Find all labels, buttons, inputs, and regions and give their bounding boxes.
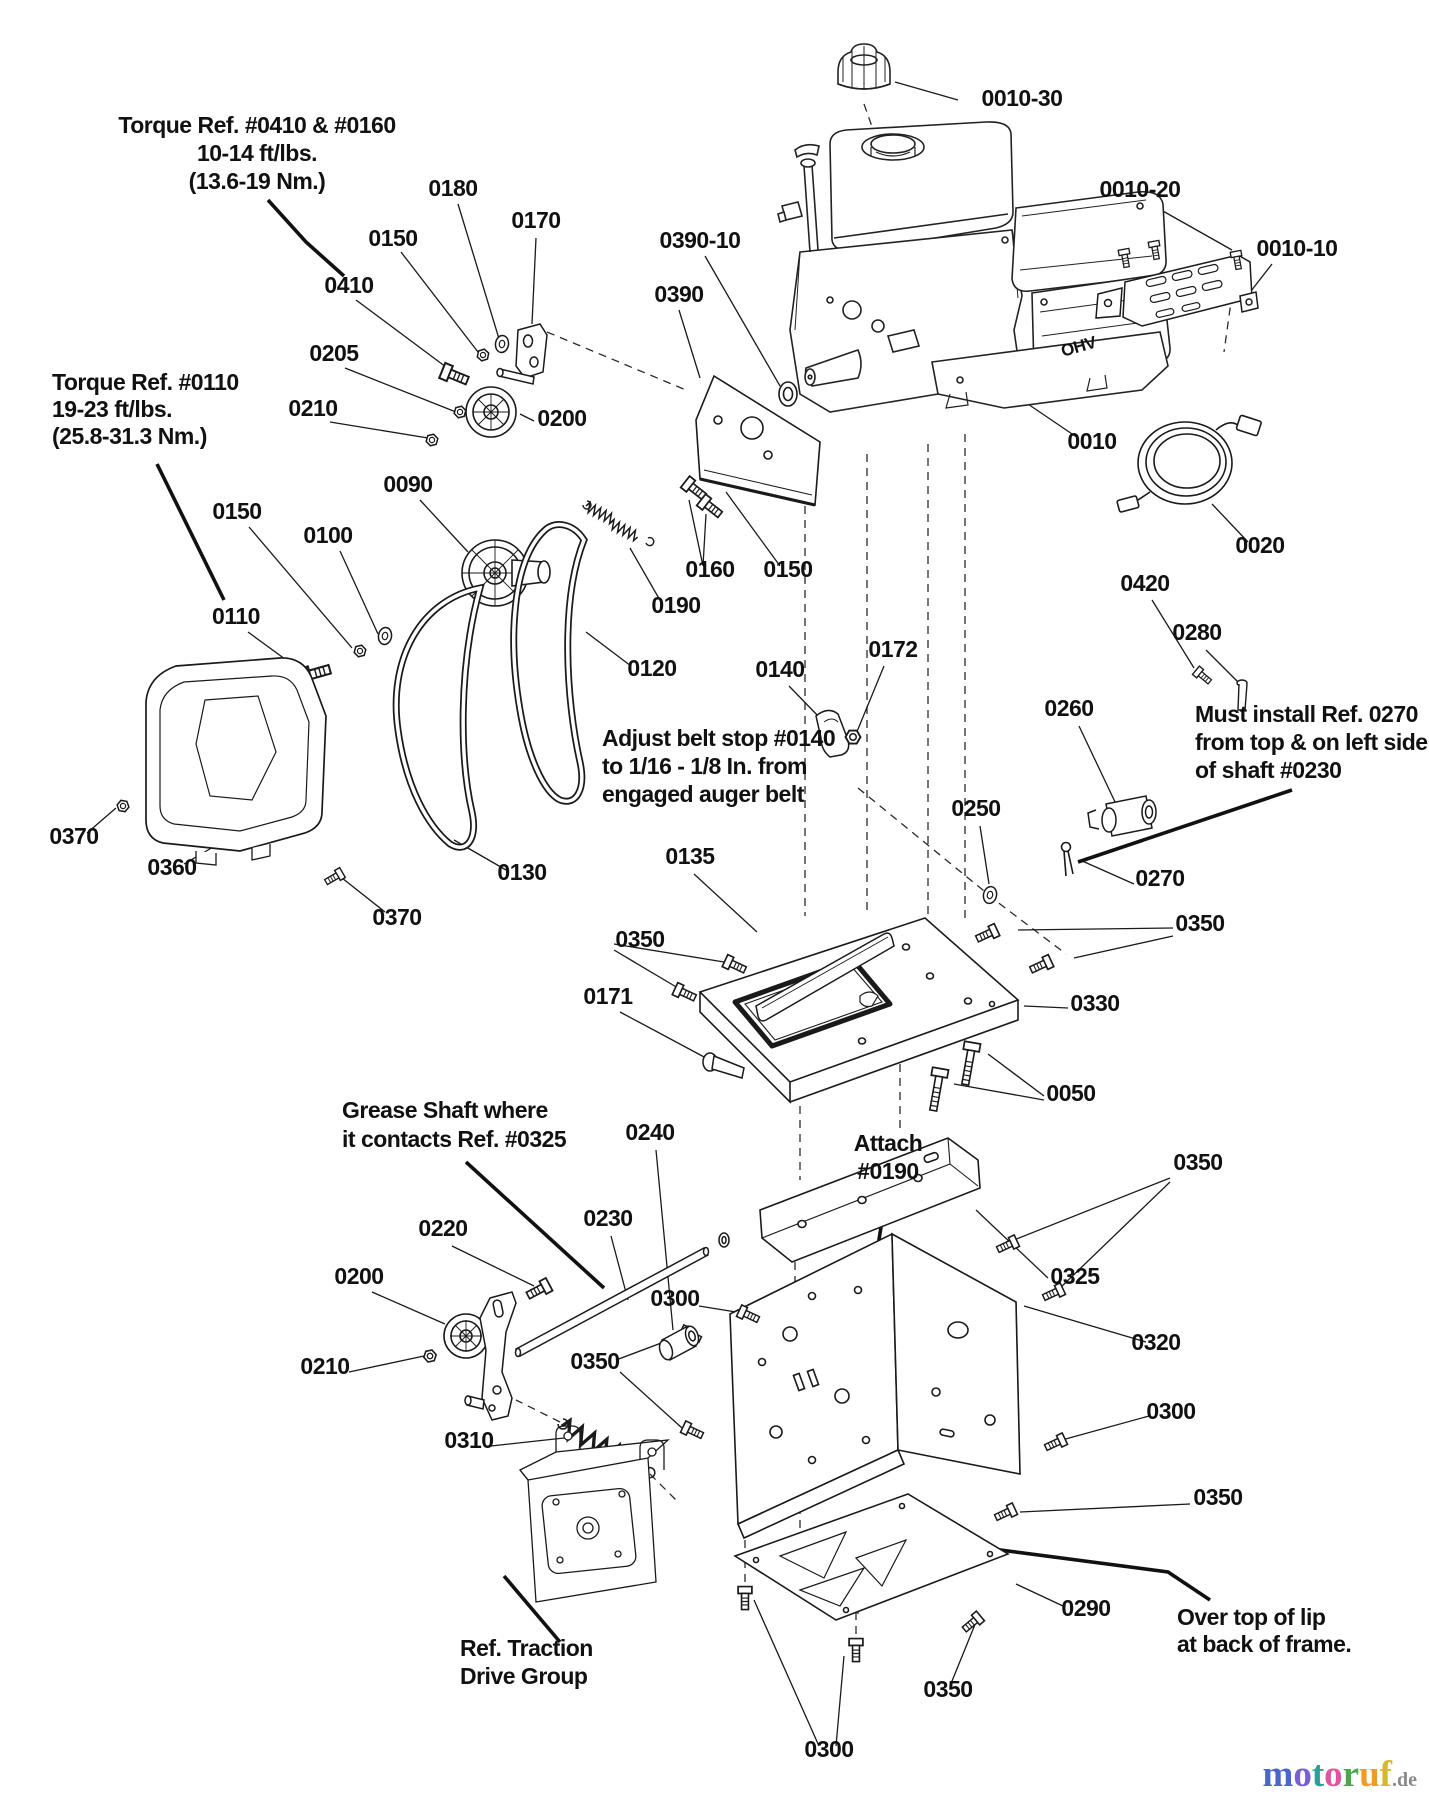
label-0270: 0270 <box>1135 865 1185 891</box>
label-0350-a: 0350 <box>615 926 665 952</box>
label-0280: 0280 <box>1172 619 1222 645</box>
engine-drawing <box>778 44 1170 412</box>
label-0135: 0135 <box>665 843 715 869</box>
note-torque-0410: Torque Ref. #0410 & #0160 10-14 ft/lbs. (13.6-19 Nm.) <box>118 112 396 194</box>
screw-0300-r <box>1043 1433 1067 1453</box>
cross-bar-0325 <box>760 1138 980 1262</box>
logo-letter-0: m <box>1262 1754 1294 1795</box>
washer-0100 <box>377 627 393 646</box>
logo-letter-4: r <box>1342 1754 1360 1795</box>
label-0100: 0100 <box>303 522 353 548</box>
spacer-0240-drawing <box>657 1325 701 1362</box>
bolt-0171 <box>703 1053 744 1078</box>
label-ohv: OHV <box>1058 332 1099 361</box>
label-0300-m: 0300 <box>650 1285 700 1311</box>
screw-0350-c1 <box>995 1235 1019 1255</box>
springs-0190 <box>583 501 654 546</box>
cotter-pin-0270 <box>1062 843 1074 877</box>
label-0120: 0120 <box>627 655 677 681</box>
label-0220: 0220 <box>418 1215 468 1241</box>
label-0210-b: 0210 <box>300 1353 350 1379</box>
label-0370-b: 0370 <box>372 904 422 930</box>
screw-0350-a1 <box>722 955 748 976</box>
label-0350-b: 0350 <box>1175 910 1225 936</box>
screw-0350-f <box>993 1503 1017 1523</box>
label-0150-b: 0150 <box>212 498 262 524</box>
label-0390-10: 0390-10 <box>659 227 741 253</box>
label-0300-r: 0300 <box>1146 1398 1196 1424</box>
belt-cover-drawing <box>116 658 345 887</box>
nut-0205 <box>453 406 467 419</box>
label-0325: 0325 <box>1050 1263 1100 1289</box>
bracket-0170 <box>497 324 547 384</box>
label-0010-30: 0010-30 <box>981 85 1063 111</box>
note-must-install: Must install Ref. 0270 from top & on left side of shaft #0230 <box>1195 701 1428 783</box>
label-0350-e: 0350 <box>923 1676 973 1702</box>
label-0150-a: 0150 <box>368 225 418 251</box>
label-0110: 0110 <box>212 603 260 629</box>
motoruf-watermark-logo <box>1263 1753 1418 1796</box>
label-0370-a: 0370 <box>49 823 99 849</box>
label-0090: 0090 <box>383 471 433 497</box>
label-0350-c: 0350 <box>1173 1149 1223 1175</box>
label-0172: 0172 <box>868 636 918 662</box>
bolt-0220 <box>525 1278 553 1302</box>
nut-0210-b <box>423 1349 438 1362</box>
label-0200-b: 0200 <box>334 1263 384 1289</box>
label-0010-10: 0010-10 <box>1256 235 1338 261</box>
label-0010-20: 0010-20 <box>1099 176 1181 202</box>
note-attach: Attach #0190 <box>853 1130 923 1184</box>
label-0230: 0230 <box>583 1205 633 1231</box>
label-0010: 0010 <box>1067 428 1117 454</box>
label-0360: 0360 <box>147 854 197 880</box>
label-0300-b: 0300 <box>804 1736 854 1762</box>
note-torque-0110: Torque Ref. #0110 19-23 ft/lbs. (25.8-31.3 Nm.) <box>52 369 239 449</box>
label-0140: 0140 <box>755 656 805 682</box>
nut-0370-a <box>116 800 130 812</box>
bolt-0420 <box>1192 666 1213 686</box>
logo-letter-6: f <box>1379 1754 1392 1795</box>
bolt-0050-1 <box>925 1067 948 1112</box>
label-0350-f: 0350 <box>1193 1484 1243 1510</box>
bolt-0370-b <box>323 868 345 887</box>
power-cable-drawing <box>1117 415 1262 512</box>
label-0050: 0050 <box>1046 1080 1096 1106</box>
bolt-0410 <box>439 363 470 388</box>
note-over-top: Over top of lip at back of frame. <box>1177 1604 1352 1657</box>
note-traction: Ref. Traction Drive Group <box>460 1635 593 1689</box>
label-0310: 0310 <box>444 1427 494 1453</box>
nut-0172 <box>846 731 861 744</box>
nut-0150-a <box>476 348 491 362</box>
label-0320: 0320 <box>1131 1329 1181 1355</box>
logo-letter-3: o <box>1324 1754 1343 1795</box>
label-0210-a: 0210 <box>288 395 338 421</box>
label-0330: 0330 <box>1070 990 1120 1016</box>
logo-letter-1: o <box>1293 1754 1312 1795</box>
bolt-0050-2 <box>957 1041 980 1086</box>
label-0130: 0130 <box>497 859 547 885</box>
label-0410: 0410 <box>324 272 374 298</box>
label-0020: 0020 <box>1235 532 1285 558</box>
idler-pulley-0200-upper <box>466 387 516 437</box>
frame-box-0320 <box>730 1234 1020 1538</box>
label-0240: 0240 <box>625 1119 675 1145</box>
label-0205: 0205 <box>309 340 359 366</box>
label-0250: 0250 <box>951 795 1001 821</box>
label-0180: 0180 <box>428 175 478 201</box>
label-0170: 0170 <box>511 207 561 233</box>
screw-0300-b2 <box>849 1639 863 1662</box>
label-0150-c: 0150 <box>763 556 813 582</box>
note-adjust-belt: Adjust belt stop #0140 to 1/16 - 1/8 In. from engaged auger belt <box>602 725 836 807</box>
label-0290: 0290 <box>1061 1595 1111 1621</box>
screw-0350-d2 <box>680 1421 704 1441</box>
screw-0350-a2 <box>672 983 698 1004</box>
spacer-0260 <box>1088 796 1156 836</box>
nut-0210-a <box>425 434 439 447</box>
label-0260: 0260 <box>1044 695 1094 721</box>
logo-letter-5: u <box>1359 1754 1380 1795</box>
screw-0300-b1 <box>738 1587 752 1610</box>
idler-group-upper <box>425 324 547 446</box>
logo-suffix: .de <box>1392 1769 1417 1791</box>
traction-drive-group-drawing <box>520 1426 668 1602</box>
logo-letter-2: t <box>1311 1754 1325 1795</box>
label-0160: 0160 <box>685 556 735 582</box>
label-0350-d: 0350 <box>570 1348 620 1374</box>
label-0200-a: 0200 <box>537 405 587 431</box>
screw-0350-b1 <box>974 924 1000 945</box>
label-0190: 0190 <box>651 592 701 618</box>
fuel-cap-drawing <box>838 44 890 90</box>
belt-0130-drawing <box>396 588 480 847</box>
washer-0180 <box>494 335 509 354</box>
screw-0350-b2 <box>1028 955 1054 976</box>
label-0171: 0171 <box>583 983 633 1009</box>
washer-0250 <box>982 885 998 904</box>
label-0420: 0420 <box>1120 570 1170 596</box>
note-grease-shaft: Grease Shaft where it contacts Ref. #0325 <box>342 1097 567 1152</box>
nut-0150-b <box>353 645 367 658</box>
label-0390: 0390 <box>654 281 704 307</box>
